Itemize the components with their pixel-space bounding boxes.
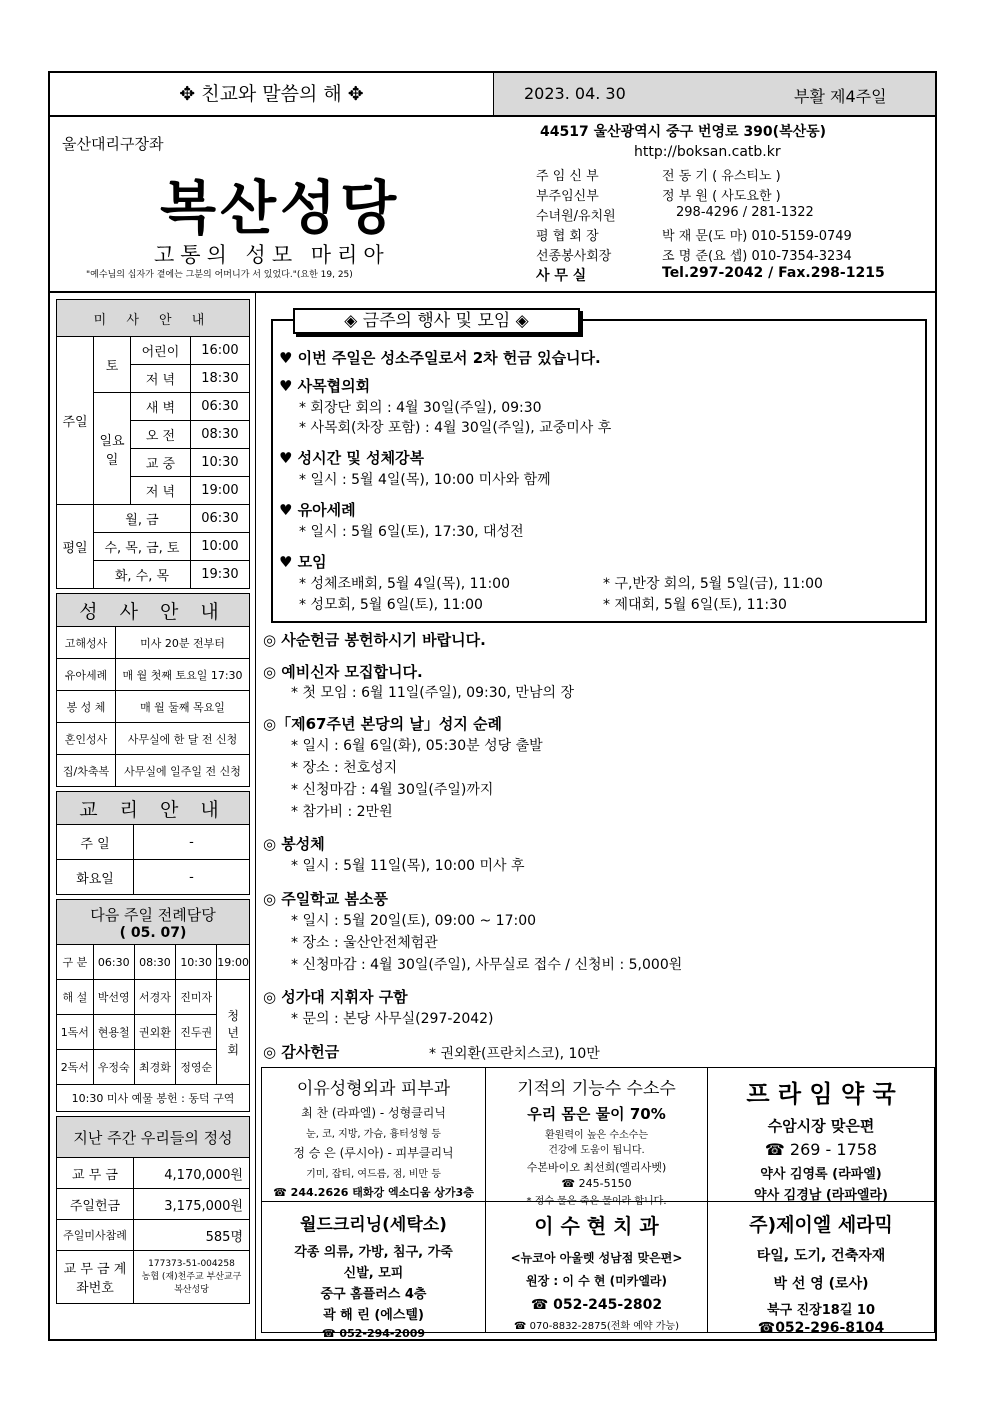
ad-line: 박 선 영 (로사) <box>773 1276 869 1292</box>
catechism-name: 화요일 <box>57 860 134 895</box>
duty-name: 박선영 <box>93 980 134 1015</box>
ad-line: 환원력이 높은 수소수는 <box>545 1130 648 1141</box>
offering-name: 주일미사참례 <box>57 1220 134 1251</box>
duty-name: 정영순 <box>176 1050 217 1085</box>
mass-time: 16:00 <box>190 337 249 365</box>
thanks-value: * 권외환(프란치스코), 10만 <box>429 1046 600 1062</box>
sacrament-value: 미사 20분 전부터 <box>116 627 250 659</box>
mass-time: 06:30 <box>190 505 249 533</box>
mass-title: 미 사 안 내 <box>57 300 250 337</box>
staff-value: 전 동 기 ( 유스티노 ) <box>662 169 781 184</box>
ad-line: 눈, 코, 지방, 가슴, 흉터성형 등 <box>306 1129 441 1140</box>
ad-line: 약사 김경남 (라파엘라) <box>754 1188 888 1203</box>
duty-evening <box>217 980 250 1085</box>
liturgical-week: 부활 제4주일 <box>794 87 887 106</box>
staff-row <box>536 225 931 245</box>
mass-name: 저 녁 <box>131 477 191 505</box>
ad-line: 각종 의류, 가방, 침구, 가죽 <box>294 1245 453 1260</box>
mass-name: 교 중 <box>131 449 191 477</box>
diocese: 울산대리구장좌 <box>62 135 164 153</box>
notice-sub: * 일시 : 5월 20일(토), 09:00 ~ 17:00 <box>291 913 537 929</box>
duty-title: 다음 주일 전례담당 <box>90 905 216 924</box>
meeting-item: * 성체조배회, 5월 4일(목), 11:00 <box>299 576 510 592</box>
staff-value: 정 부 원 ( 사도요한 ) <box>662 189 781 204</box>
notice-sub: * 문의 : 본당 사무실(297-2042) <box>291 1011 494 1027</box>
staff-value: 298-4296 / 281-1322 <box>676 205 814 220</box>
ad-title: 이유성형외과 피부과 <box>296 1079 451 1099</box>
sacrament-value: 사무실에 한 달 전 신청 <box>116 723 250 755</box>
events-title: ◈ 금주의 행사 및 모임 ◈ <box>293 308 580 334</box>
sacrament-name: 유아세례 <box>57 659 116 691</box>
weekday-label: 평일 <box>57 505 94 589</box>
offering-name: 주일헌금 <box>57 1189 134 1220</box>
notice-head: ◎ 사순헌금 봉헌하시기 바랍니다. <box>263 631 486 649</box>
ad-line: ☎ 052-294-2009 <box>321 1327 426 1340</box>
offering-title: 지난 주간 우리들의 정성 <box>57 1117 250 1158</box>
ad-ceramic <box>708 1202 934 1336</box>
staff-role: 선종봉사회장 <box>536 249 612 264</box>
sacrament-title: 성 사 안 내 <box>57 594 250 627</box>
event-head: ♥ 성시간 및 성체강복 <box>279 449 425 467</box>
account-label: 교 무 금 계좌번호 <box>57 1251 134 1304</box>
ad-line: 수암시장 맞은편 <box>767 1117 875 1135</box>
mass-name: 오 전 <box>131 421 191 449</box>
account-number: 177373-51-004258 <box>148 1258 235 1269</box>
staff-list <box>536 165 931 285</box>
mass-table <box>56 299 250 589</box>
patron: 고통의 성모 마리아 <box>154 243 390 267</box>
duty-name: 진두권 <box>176 1015 217 1050</box>
event-head: ♥ 사목협의회 <box>279 377 371 395</box>
duty-role: 1독서 <box>57 1015 94 1050</box>
header <box>50 115 935 293</box>
notice-sub: * 일시 : 6월 6일(화), 05:30분 성당 출발 <box>291 738 543 754</box>
weekday-days: 화, 수, 목 <box>94 561 191 589</box>
top-bar <box>50 73 935 117</box>
staff-role: 사 무 실 <box>536 268 587 284</box>
date-bar <box>494 73 935 115</box>
event-sub: * 회장단 회의 : 4월 30일(주일), 09:30 <box>299 400 542 416</box>
duty-role: 2독서 <box>57 1050 94 1085</box>
staff-row <box>536 165 931 185</box>
meeting-item: * 제대회, 5월 6일(토), 11:30 <box>603 597 787 613</box>
notice-sub: * 장소 : 울산안전체험관 <box>291 935 438 951</box>
event-sub: * 사목회(차장 포함) : 4월 30일(주일), 교중미사 후 <box>299 420 612 436</box>
duty-note: 10:30 미사 예물 봉헌 : 동덕 구역 <box>57 1085 250 1112</box>
ad-dental <box>486 1202 708 1332</box>
notice-sub: * 신청마감 : 4월 30일(주일), 사무실로 접수 / 신청비 : 5,000원 <box>291 957 683 973</box>
staff-row <box>536 205 931 225</box>
staff-role: 부주임신부 <box>536 189 599 204</box>
event-sub: * 일시 : 5월 6일(토), 17:30, 대성전 <box>299 524 524 540</box>
sacrament-table <box>56 593 250 787</box>
duty-header: 06:30 <box>93 945 134 980</box>
ad-pharmacy <box>708 1068 934 1202</box>
staff-row <box>536 265 931 285</box>
notice-head: ◎ 성가대 지휘자 구함 <box>263 988 408 1006</box>
date: 2023. 04. 30 <box>524 84 626 103</box>
ad-line: <뉴코아 아울렛 성남점 맞은편> <box>510 1251 683 1265</box>
ad-line: 건강에 도움이 됩니다. <box>548 1145 645 1156</box>
offering-value: 3,175,000원 <box>134 1189 250 1220</box>
duty-name: 진미자 <box>176 980 217 1015</box>
notice-head: ◎ 주일학교 봄소풍 <box>263 890 388 908</box>
ad-title: 이 수 현 치 과 <box>534 1214 659 1238</box>
ad-line: ☎ 244.2626 태화강 엑소디움 상가3층 <box>273 1186 474 1199</box>
mass-name: 새 벽 <box>131 393 191 421</box>
ad-water <box>486 1068 708 1207</box>
events-box <box>271 319 927 623</box>
sacrament-name: 봉 성 체 <box>57 691 116 723</box>
sunday-day-label: 일요일 <box>94 393 131 505</box>
thanks-head: ◎ 감사헌금 <box>263 1043 340 1061</box>
duty-name: 서경자 <box>134 980 175 1015</box>
mass-time: 19:30 <box>190 561 249 589</box>
ad-title: 프 라 임 약 국 <box>746 1080 896 1108</box>
ad-line: ☎ 070-8832-2875(전화 예약 가능) <box>514 1321 679 1332</box>
notice-head: ◎ 예비신자 모집합니다. <box>263 663 423 681</box>
mass-time: 10:30 <box>190 449 249 477</box>
ad-line: 신발, 모피 <box>343 1266 404 1281</box>
staff-value: 박 재 문(도 마) 010-5159-0749 <box>662 229 852 244</box>
mass-time: 19:00 <box>190 477 249 505</box>
ad-line: 곽 해 린 (에스텔) <box>323 1308 424 1323</box>
staff-row <box>536 185 931 205</box>
ad-title: 월드크리닝(세탁소) <box>300 1215 447 1235</box>
sunday-label: 주일 <box>57 337 94 505</box>
ad-line: 약사 김영록 (라파엘) <box>760 1167 882 1182</box>
duty-header: 구 분 <box>57 945 94 980</box>
ad-line: 최 찬 (라파엘) - 성형클리닉 <box>301 1106 446 1120</box>
notice-sub: * 첫 모임 : 6월 11일(주일), 09:30, 만남의 장 <box>291 685 574 701</box>
staff-row <box>536 245 931 265</box>
staff-role: 평 협 회 장 <box>536 229 599 244</box>
mass-time: 10:00 <box>190 533 249 561</box>
staff-value: 조 명 준(요 셉) 010-7354-3234 <box>662 249 852 264</box>
saturday-label: 토 <box>94 337 131 393</box>
ad-line: 북구 진장18길 10 <box>766 1303 876 1318</box>
duty-name: 우정숙 <box>93 1050 134 1085</box>
staff-value: Tel.297-2042 / Fax.298-1215 <box>662 265 885 281</box>
offering-value: 585명 <box>134 1220 250 1251</box>
mass-time: 18:30 <box>190 365 249 393</box>
mass-name: 어린이 <box>131 337 191 365</box>
church-name: 복산성당 <box>160 174 401 242</box>
ad-line: 정 승 은 (루시아) - 피부클리닉 <box>293 1146 454 1160</box>
ad-line: ☎ 269 - 1758 <box>764 1140 878 1159</box>
offering-table <box>56 1116 250 1304</box>
duty-header: 10:30 <box>176 945 217 980</box>
catechism-title: 교 리 안 내 <box>57 792 250 825</box>
ad-line: 기미, 잡티, 여드름, 점, 비만 등 <box>306 1169 441 1180</box>
quote: "예수님의 십자가 곁에는 그분의 어머니가 서 있었다."(요한 19, 25) <box>86 270 353 280</box>
duty-name: 현용철 <box>93 1015 134 1050</box>
sacrament-value: 사무실에 일주일 전 신청 <box>116 755 250 787</box>
duty-evening-text: 청년회 <box>227 1008 239 1057</box>
notice-sub: * 참가비 : 2만원 <box>291 804 393 820</box>
ad-laundry <box>262 1202 486 1340</box>
offering-value: 4,170,000원 <box>134 1158 250 1189</box>
weekday-days: 월, 금 <box>94 505 191 533</box>
ads-section <box>261 1067 935 1340</box>
mass-time: 06:30 <box>190 393 249 421</box>
event-head: ♥ 이번 주일은 성소주일로서 2차 헌금 있습니다. <box>279 349 601 367</box>
notice-head: ◎「제67주년 본당의 날」성지 순례 <box>263 715 503 733</box>
sacrament-value: 매 월 첫째 토요일 17:30 <box>116 659 250 691</box>
meeting-item: * 성모회, 5월 6일(토), 11:00 <box>299 597 483 613</box>
ad-line: 타일, 도기, 건축자재 <box>756 1248 886 1264</box>
duty-name: 최경화 <box>134 1050 175 1085</box>
mass-time: 08:30 <box>190 421 249 449</box>
staff-role: 수녀원/유치원 <box>536 209 616 224</box>
ad-line: ☎052-296-8104 <box>757 1320 885 1336</box>
sacrament-name: 집/차축복 <box>57 755 116 787</box>
offering-name: 교 무 금 <box>57 1158 134 1189</box>
notice-head: ◎ 봉성체 <box>263 835 325 853</box>
sacrament-value: 매 월 둘째 목요일 <box>116 691 250 723</box>
catechism-value: - <box>134 825 250 860</box>
liturgy-duty-table <box>56 899 250 1112</box>
sacrament-name: 고해성사 <box>57 627 116 659</box>
ad-title: 기적의 기능수 수소수 <box>517 1079 676 1099</box>
ad-line: 수본바이오 최선희(엘리사벳) <box>526 1161 667 1174</box>
sacrament-name: 혼인성사 <box>57 723 116 755</box>
meeting-item: * 구,반장 회의, 5월 5일(금), 11:00 <box>603 576 823 592</box>
duty-date: ( 05. 07) <box>119 924 187 941</box>
notice-sub: * 일시 : 5월 11일(목), 10:00 미사 후 <box>291 858 525 874</box>
duty-title-cell <box>57 900 250 945</box>
duty-name: 권외환 <box>134 1015 175 1050</box>
staff-role: 주 임 신 부 <box>536 169 599 184</box>
event-head: ♥ 유아세례 <box>279 501 356 519</box>
account-holder: 복산성당 <box>174 1284 209 1295</box>
weekday-days: 수, 목, 금, 토 <box>94 533 191 561</box>
column-divider <box>255 291 256 1339</box>
duty-header: 08:30 <box>134 945 175 980</box>
event-sub: * 일시 : 5월 4일(목), 10:00 미사와 함께 <box>299 472 551 488</box>
motto: ✥ 친교와 말씀의 해 ✥ <box>50 73 494 115</box>
ad-title: 주)제이엘 세라믹 <box>749 1214 893 1236</box>
mass-name: 저 녁 <box>131 365 191 393</box>
catechism-table <box>56 791 250 895</box>
ad-line: 우리 몸은 물이 70% <box>527 1105 666 1123</box>
ad-line: ☎ 245-5150 <box>561 1177 632 1190</box>
duty-role: 해 설 <box>57 980 94 1015</box>
catechism-name: 주 일 <box>57 825 134 860</box>
event-head: ♥ 모임 <box>279 553 327 571</box>
account-info <box>134 1251 250 1304</box>
bulletin-frame <box>48 71 937 1341</box>
ad-line: 원장 : 이 수 현 (미카엘라) <box>526 1274 667 1288</box>
ad-line: 중구 홈플러스 4층 <box>320 1287 427 1302</box>
ad-clinic <box>262 1068 486 1202</box>
notice-sub: * 장소 : 천호성지 <box>291 760 398 776</box>
ad-line: * 정수 물은 죽은 물이라 합니다. <box>526 1196 667 1207</box>
catechism-value: - <box>134 860 250 895</box>
account-bank: 농협 (재)천주교 부산교구 <box>141 1271 242 1282</box>
duty-header: 19:00 <box>217 945 250 980</box>
left-column <box>56 299 250 1304</box>
ad-line: ☎ 052-245-2802 <box>530 1297 663 1313</box>
address: 44517 울산광역시 중구 번영로 390(복산동) <box>540 124 827 140</box>
notice-sub: * 신청마감 : 4월 30일(주일)까지 <box>291 782 494 798</box>
website-link[interactable]: http://boksan.catb.kr <box>634 144 781 160</box>
